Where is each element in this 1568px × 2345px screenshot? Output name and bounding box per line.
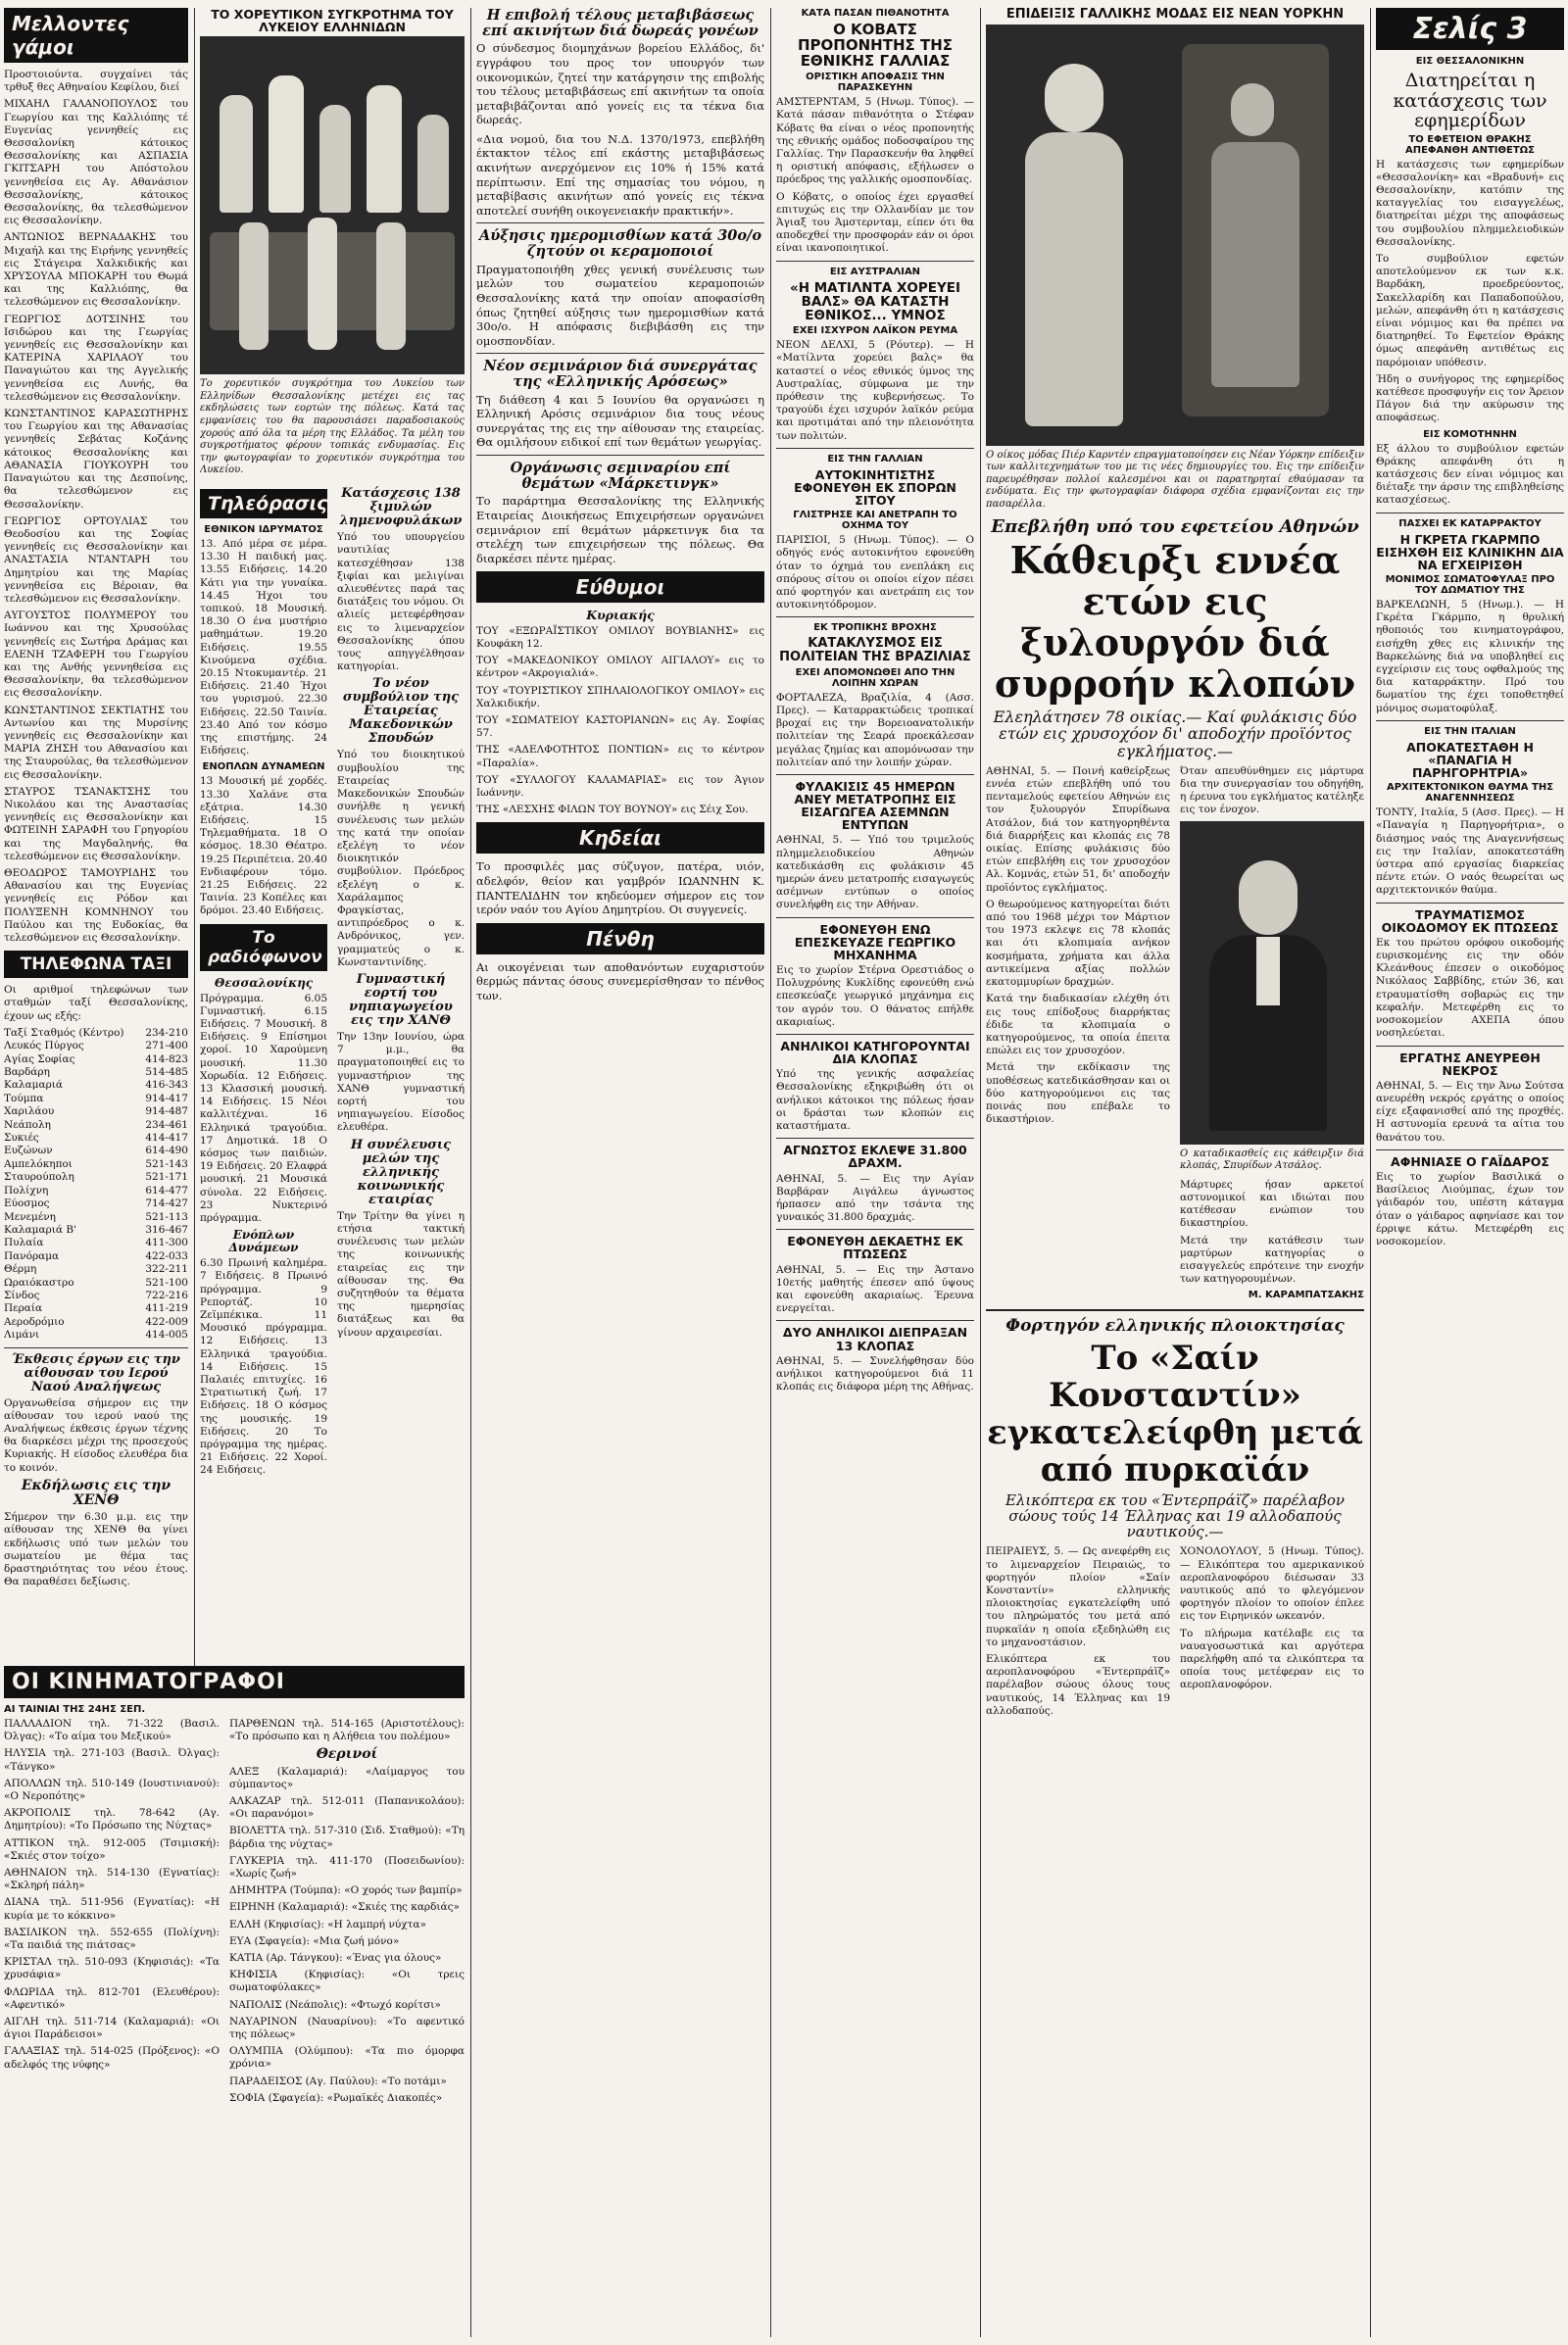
taxi-phone-number: 271-400 — [145, 1040, 188, 1052]
cinema-entry: ΦΛΩΡΙΔΑ τηλ. 812-701 (Ελευθέρου): «Αφεντικό» — [4, 1985, 220, 2011]
taxi-phone-row — [4, 1053, 188, 1066]
radio-schedule: Πρόγραμμα. 6.05 Γυμναστική. 6.15 Ειδήσεις. 7 Μουσική. 8 Ειδήσεις. 9 Επίσημοι χοροί. 10 Χαρούμενη μουσική. 11.30 Χορωδία. 12 Ειδήσεις. 13 Κλασσική μουσική. 14 Ειδήσεις. 15 Νέοι καλλιτέχναι. 16 Ελληνικά τραγούδια. 17 Δημοτικά. 18 Ο κόσμος των παιδιών. 19 Ειδήσεις. 20 Ελαφρά μουσική. 21 Μουσικά σύνολα. 22 Ειδήσεις. 23 Νυκτερινό πρόγραμμα. — [200, 992, 327, 1225]
taxi-intro: Οι αριθμοί τηλεφώνων των σταθμών ταξί Θεσσαλονίκης, έχουν ως εξής: — [4, 984, 188, 1022]
article-paragraph: ΑΘΗΝΑΙ, 5. — Συνελήφθησαν δύο ανήλικοι κατηγορούμενοι διά 11 κλοπάς εις διάφορα μέρη της Αθήνας. — [776, 1354, 974, 1393]
headline-fashion: ΕΠΙΔΕΙΞΙΣ ΓΑΛΛΙΚΗΣ ΜΟΔΑΣ ΕΙΣ ΝΕΑΝ ΥΟΡΚΗΝ — [1005, 8, 1345, 22]
cinema-entry: ΕΙΡΗΝΗ (Καλαμαριά): «Σκιές της καρδιάς» — [229, 1901, 460, 1914]
deck-ship: Ελικόπτερα εκ του «Έντερπράϊζ» παρέλαβον σώους τούς 14 Έλληνας και 19 αλλοδαπούς ναυτικούς.— — [1004, 1490, 1346, 1541]
article-paragraph: ΧΟΝΟΛΟΥΛΟΥ, 5 (Ηνωμ. Τύπος). — Ελικόπτερα του αμερικανικού αεροπλανοφόρου διέσωσαν 33 ναυτικούς από το φλεγόμενον φορτηγόν πλοίον το οποίον έπλεε εις τον Ειρηνικόν ωκεανόν. — [1180, 1545, 1364, 1623]
taxi-phone-row — [4, 1263, 188, 1276]
article-paragraph: Ελικόπτερα εκ του αεροπλανοφόρου «Έντερπράϊζ» παρέλαβον σώους όλους τους ναυτικούς, 14 Έλληνας και 19 αλλοδαπούς. — [986, 1653, 1170, 1717]
taxi-station-name: Νεάπολη — [4, 1118, 51, 1131]
article-paragraph: Όταν απευθύνθημεν εις μάρτυρα δια την συνεργασίαν του οδηγήθη, η έρευνα του εγκλήματος κατέληξε εις τον ένοχον. — [1180, 764, 1364, 816]
subhead: ΤΟ ΕΦΕΤΕΙΟΝ ΘΡΑΚΗΣ ΑΠΕΦΑΝΘΗ ΑΝΤΙΘΕΤΩΣ — [1404, 133, 1536, 156]
cinema-list-left — [4, 1718, 220, 2109]
taxi-station-name: Καλαμαριά Β' — [4, 1223, 76, 1236]
taxi-phone-number: 414-823 — [145, 1052, 188, 1065]
subhead: ΕΧΕΙ ΙΣΧΥΡΟΝ ΛΑΪΚΟΝ ΡΕΥΜΑ — [792, 325, 958, 337]
article-paragraph: Προστοιούντα. συγχαίνει τάς τρθυξ θες Αθηναίου Κεφίλου, διεί — [4, 69, 188, 94]
column-4 — [776, 8, 974, 2337]
taxi-phone-row — [4, 1079, 188, 1092]
headline-seizure: Κατάσχεσις 138 ξιμυλών λημενοφυλάκων — [339, 486, 463, 529]
article-paragraph: ΤΟΝΤΥ, Ιταλία, 5 (Ασσ. Πρες). — Η «Παναγία η Παρηγορήτρια», ο διάσημος ναός της Αναγεννήσεως εις την Ιταλίαν, αποκατεστάθη ύστερα από εργασίας διαρκείας πέντε ετών. Ο ναός θεωρείται ως αρχιτεκτονικόν θαύμα. — [1376, 806, 1564, 897]
headline-garbo: Η ΓΚΡΕΤΑ ΓΚΑΡΜΠΟ ΕΙΣΗΧΘΗ ΕΙΣ ΚΛΙΝΙΚΗΝ ΔΙΑ ΝΑ ΕΓΧΕΙΡΙΣΘΗ — [1376, 531, 1564, 572]
cinema-summer-heading: Θερινοί — [316, 1746, 378, 1763]
taxi-phone-number: 514-485 — [145, 1066, 188, 1079]
cinema-entry: ΑΙΓΛΗ τηλ. 511-714 (Καλαμαριά): «Οι άγιοι Παράδεισοι» — [4, 2016, 220, 2041]
article-paragraph: ΑΥΓΟΥΣΤΟΣ ΠΟΛΥΜΕΡΟΥ του Ιωάννου και της Χρυσούλας γεννηθείς εις Σωτήρα Δράμας και ΕΛΕΝΗ ΤΖΑΦΕΡΗ του Γεωργίου και της Ανθής γεννηθείσα εις Θεσσαλονίκην, θα τελεσθώμενον εις Θεσσαλονίκην. — [4, 610, 188, 700]
article-paragraph: Μετά την κατάθεσιν των μαρτύρων κατηγορίας ο εισαγγελεύς επρότεινε την ενοχήν των κατηγορουμένων. — [1180, 1234, 1364, 1286]
taxi-phone-number: 422-033 — [145, 1249, 188, 1262]
article-paragraph: Τη διάθεση 4 και 5 Ιουνίου θα οργανώσει η Ελληνική Αρόσις σεμινάριον δια τους νέους συνεργάτας της εις την αίθουσαν της εταιρείας. Θα ομιλήσουν ειδικοί επί των θεμάτων γεωργίας. — [476, 392, 764, 450]
headline-child: ΕΦΟΝΕΥΘΗ ΔΕΚΑΕΤΗΣ ΕΚ ΠΤΩΣΕΩΣ — [787, 1234, 963, 1262]
taxi-station-name: Ταξί Σταθμός (Κέντρο) — [4, 1026, 124, 1039]
article-paragraph: ΘΕΟΔΩΡΟΣ ΤΑΜΟΥΡΙΔΗΣ του Αθανασίου και της Ευγενίας γεννηθείς εις Ρόδον και ΠΟΛΥΞΕΝΗ ΚΟΜΝΗΝΟΥ του Παύλου και της Ευδοκίας, θα τελεσθώμενον εις Θεσσαλονίκην. — [4, 866, 188, 944]
cinema-entry: ΑΠΟΛΛΩΝ τηλ. 510-149 (Ιουστινιανού): «Ο Νεροπότης» — [4, 1777, 220, 1803]
byline: Μ. ΚΑΡΑΜΠΑΤΣΑΚΗΣ — [1248, 1290, 1364, 1301]
headline-dance: ΤΟ ΧΟΡΕΥΤΙΚΟΝ ΣΥΓΚΡΟΤΗΜΑ ΤΟΥ ΛΥΚΕΙΟΥ ΕΛΛΗΝΙΔΩΝ — [211, 8, 454, 35]
tv-schedule: 13. Από μέρα σε μέρα. 13.30 Η παιδική μας. 13.55 Ειδήσεις. 14.20 Κάτι για την γυναίκα. 14.45 Ήχοι του τοπικού. 18 Μουσική. 18.30 Ο ένα μυστήριο μαθημάτων. 19.20 Ειδήσεις. 19.55 Κινούμενα σχέδια. 20.15 Ντοκυμαντέρ. 21 Ειδήσεις. 21.40 Ήχοι του γυρισμού. 22.30 Ειδήσεις. 22.50 Ταινία. 23.40 Από τον κόσμο της επιστήμης. 24 Ειδήσεις. — [200, 538, 327, 757]
article-paragraph: ΑΜΣΤΕΡΝΤΑΜ, 5 (Ηνωμ. Τύπος). — Κατά πάσαν πιθανότητα ο Στέφαν Κόβατς θα είναι ο νέος προπονητής της εθνικής ομάδος ποδοσφαίρου της Γαλλίας. Την Παρασκευήν θα ληφθεί η οριστική απόφασις, εξήλωσεν ο πρόεδρος της γαλλικής ομοσπονδίας. — [776, 96, 974, 186]
taxi-phone-row — [4, 1185, 188, 1197]
article-paragraph: ΜΙΧΑΗΛ ΓΑΛΑΝΟΠΟΥΛΟΣ του Γεωργίου και της Καλλιόπης τέ Ευγενίας γεννηθείς εις Θεσσαλονίκη κάτοικος Θεσσαλονίκης και ΑΣΠΑΣΙΑ ΓΚΙΤΣΑΡΗ του Απόστολου γεννηθείσα εις Αγ. Αθανάσιον Θεσσαλονίκης, κάτοικος Θεσσαλονίκης, θα τελεσθώμενον εις Θεσσαλονίκην. — [4, 98, 188, 227]
headline-wages: Αύξησις ημερομισθίων κατά 30ο/ο ζητούν οι κεραμοποιοί — [478, 227, 762, 261]
article-paragraph: ΚΩΝΣΤΑΝΤΙΝΟΣ ΣΕΚΤΙΑΤΗΣ του Αντωνίου και της Μυρσίνης γεννηθείς εις Θεσσαλονίκην και ΜΑΡΙΑ ΖΗΣΗ του Αθανασίου και της Σταυρούλας, θα τελεσθώμενον εις Θεσσαλονίκην. — [4, 704, 188, 781]
section-title-cinema: ΟΙ ΚΙΝΗΜΑΤΟΓΡΑΦΟΙ — [4, 1666, 465, 1698]
cinema-entry: ΑΛΕΞ (Καλαμαριά): «Λαίμαργος του σύμπαντος» — [229, 1765, 465, 1790]
kicker: ΠΑΣΧΕΙ ΕΚ ΚΑΤΑΡΡΑΚΤΟΥ — [1398, 517, 1542, 529]
dance-caption: Το χορευτικόν συγκρότημα του Λυκείου των Ελληνίδων Θεσσαλονίκης μετέχει εις τας εκδηλώσεις των εορτών της πόλεως. Κατά τας εμφανίσεις του θα παρουσιάσει παραδοσιακούς χορούς από όλα τα μέρη της Ελλάδος. Τα μέλη του συγκροτήματος φέρουν τοπικάς ενδυμασίας. Εις την φωτογραφίαν το χορευτικόν συγκρότημα του Λυκείου. — [200, 378, 465, 476]
cinema-entry: ΑΚΡΟΠΟΛΙΣ τηλ. 78-642 (Αγ. Δημητρίου): «Το Πρόσωπο της Νύχτας» — [4, 1807, 220, 1832]
taxi-station-name: Συκιές — [4, 1132, 39, 1145]
cinema-entry: ΟΛΥΜΠΙΑ (Ολύμπου): «Τα πιο όμορφα χρόνια» — [229, 2045, 465, 2071]
column-rule — [470, 8, 471, 2337]
tv-channel: ΕΝΟΠΛΩΝ ΔΥΝΑΜΕΩΝ — [202, 761, 325, 773]
taxi-phone-row — [4, 1224, 188, 1237]
subhead: ΕΧΕΙ ΑΠΟΜΟΝΩΘΕΙ ΑΠΟ ΤΗΝ ΛΟΙΠΗΝ ΧΩΡΑΝ — [795, 666, 956, 689]
article-paragraph: Υπό της γενικής ασφαλείας Θεσσαλονίκης εξηκριβώθη ότι οι ανήλικοι κάτοικοι της πόλεως ήσαν οι δράσται των κλοπών εις καταστήματα. — [776, 1068, 974, 1133]
headline-italy: ΑΠΟΚΑΤΕΣΤΑΘΗ Η «ΠΑΝΑΓΙΑ Η ΠΑΡΗΓΟΡΗΤΡΙΑ» — [1406, 739, 1534, 781]
taxi-station-name: Μενεμένη — [4, 1210, 56, 1223]
cinema-entry: ΒΑΣΙΛΙΚΟΝ τηλ. 552-655 (Πολίχνη): «Τα παιδιά της πιάτσας» — [4, 1926, 220, 1952]
subhead: ΜΟΝΙΜΟΣ ΣΩΜΑΤΟΦΥΛΑΞ ΠΡΟ ΤΟΥ ΔΩΜΑΤΙΟΥ ΤΗΣ — [1385, 574, 1555, 596]
headline-minors: ΑΝΗΛΙΚΟΙ ΚΑΤΗΓΟΡΟΥΝΤΑΙ ΔΙΑ ΚΛΟΠΑΣ — [780, 1039, 970, 1067]
article-paragraph: ΒΑΡΚΕΛΩΝΗ, 5 (Ηνωμ.). — Η Γκρέτα Γκάρμπο, η θρυλική ηθοποιός του κινηματογράφου, εισήχθη χθες εις κλινικήν της Βαρκελώνης διά να υποβληθεί εις εγχείρισιν εις τους οφθαλμούς της δια καταρράκτην. Πρό του δωματίου της έχει τοποθετηθεί μόνιμος σωματοφύλαξ. — [1376, 599, 1564, 714]
taxi-phone-number: 422-009 — [145, 1315, 188, 1328]
taxi-phone-number: 234-461 — [145, 1118, 188, 1131]
article-paragraph: Οργανωθείσα σήμερον εις την αίθουσαν του ιερού ναού της Αναλήψεως έκθεσις έργων τέχνης θα διαρκέσει μέχρι της προσεχούς Κυριακής. Η είσοδος ελευθέρα δια το κοινόν. — [4, 1396, 188, 1474]
outing-entry: ΤΗΣ «ΑΔΕΛΦΟΤΗΤΟΣ ΠΟΝΤΙΩΝ» εις το κέντρον «Παραλία». — [476, 744, 764, 769]
taxi-station-name: Σίνδος — [4, 1289, 40, 1301]
tv-column — [200, 483, 327, 1482]
tv-channel: ΕΘΝΙΚΟΝ ΙΔΡΥΜΑΤΟΣ — [204, 524, 323, 535]
taxi-phone-row — [4, 1145, 188, 1157]
taxi-station-name: Περαία — [4, 1302, 43, 1315]
taxi-phone-row — [4, 1132, 188, 1145]
col2b — [337, 483, 465, 1482]
headline-xeno: Εκδήλωσις εις την ΧΕΝΘ — [21, 1477, 172, 1508]
taxi-station-name: Ωραιόκαστρο — [4, 1276, 74, 1289]
article-paragraph: Ο θεωρούμενος κατηγορείται διότι από του 1968 μέχρι τον Μάρτιον του 1973 εκλεψε εις 78 κλοπάς και ότι κλοπιμαία ανήκον κοσμήματα, χρήματα και άλλα αντικείμενα αξίας πολλών εκατομμυρίων δραχμών. — [986, 898, 1170, 989]
article-paragraph: Την Τρίτην θα γίνει η ετήσια τακτική συνέλευσις των μελών της κοινωνικής εταιρείας εις την αίθουσαν της. Θα συζητηθούν τα θέματα της ημερησίας διατάξεως και θα γίνουν αρχαιρεσίαι. — [337, 1209, 465, 1339]
cinema-entry: ΔΙΑΝΑ τηλ. 511-956 (Εγνατίας): «Η κυρία με το κόκκινο» — [4, 1896, 220, 1922]
fashion-caption: Ο οίκος μόδας Πιέρ Καρντέν επραγματοποίησεν εις Νέαν Υόρκην επίδειξιν των καλλιτεχνημάτων του με τις νέες δημιουργίες του. Εις την επίδειξιν παρευρέθησαν πολλοί καλεσμένοι και οι παρατηρηταί εθαύμασαν τα ενδύματα. Εις την φωτογραφίαν διάφορα σχέδια εμφανίζονται εις την πασαρέλλα. — [986, 449, 1364, 511]
cinema-entry: ΑΤΤΙΚΟΝ τηλ. 912-005 (Τσιμισκή): «Σκιές στον τοίχο» — [4, 1836, 220, 1862]
taxi-station-name: Αμπελόκηποι — [4, 1157, 73, 1170]
outings-list — [476, 625, 764, 817]
headline-prison: ΦΥΛΑΚΙΣΙΣ 45 ΗΜΕΡΩΝ ΑΝΕΥ ΜΕΤΑΤΡΟΠΗΣ ΕΙΣ ΕΙΣΑΓΩΓΕΑ ΑΣΕΜΝΩΝ ΕΝΤΥΠΩΝ — [794, 778, 956, 833]
cinema-entry: ΝΑΥΑΡΙΝΟΝ (Ναυαρίνου): «Το αφεντικό της πόλεως» — [229, 2015, 465, 2040]
section-title-taxi: ΤΗΛΕΦΩΝΑ ΤΑΞΙ — [4, 951, 188, 978]
section-title-weddings: Μελλοντες γάμοι — [4, 8, 188, 63]
taxi-phone-row — [4, 1290, 188, 1302]
headline-carpenter: Κάθειρξι εννέα ετών εις ξυλουργόν διά συρροήν κλοπών — [994, 538, 1356, 707]
cinema-section — [4, 1666, 465, 2337]
taxi-station-name: Καλαμαριά — [4, 1079, 63, 1092]
article-paragraph: ΣΤΑΥΡΟΣ ΤΣΑΝΑΚΤΣΗΣ του Νικολάου και της Αναστασίας γεννηθείς εις Θεσσαλονίκην και ΦΩΤΕΙΝΗ ΣΑΡΑΦΗ του Γρηγορίου και της Μαγδαληνής, θα τελεσθώμενον εις Θεσσαλονίκην. — [4, 785, 188, 862]
article-paragraph: Υπό του διοικητικού συμβουλίου της Εταιρείας Μακεδονικών Σπουδών συνήλθε η γενική συνέλευσις των μελών της κατά την οποίαν εξελέγη το νέον διοικητικόν συμβούλιον. Πρόεδρος εξελέγη ο κ. Χαράλαμπος Φραγκίστας, αντιπρόεδρος ο κ. Ανδρόνικος, γεν. γραμματεύς ο κ. Κωνσταντινίδης. — [337, 749, 465, 968]
article-paragraph: ΑΘΗΝΑΙ, 5. — Εις την Άστανο 10ετής μαθητής έπεσεν από ύψους και εφονεύθη ακαριαίως. Έρευνα ενεργείται. — [776, 1263, 974, 1315]
article-paragraph: Κατά την διαδικασίαν ελέχθη ότι εις τους επίδοξους διαρρήκτας έδιδε τα κλοπιμαία ο κατηγορούμενος, τα οποία έπειτα επώλει εις τον χρυσοχόον. — [986, 993, 1170, 1057]
taxi-phone-row — [4, 1119, 188, 1132]
kicker: ΚΑΤΑ ΠΑΣΑΝ ΠΙΘΑΝΟΤΗΤΑ — [801, 8, 950, 19]
article-paragraph: Εξ άλλου το συμβούλιον εφετών Θράκης απεφάνθη ότι η κατάσχεσις δεν είναι νόμιμος και διέταξε την άρσιν της επιβληθείσης κατασχέσεως. — [1376, 442, 1564, 507]
cinema-entry: ΕΛΛΗ (Κηφισίας): «Η λαμπρή νύχτα» — [229, 1918, 426, 1930]
section-title-radio: Το ραδιόφωνον — [200, 924, 327, 971]
ship-left — [986, 1545, 1170, 1722]
kicker: ΕΙΣ ΑΥΣΤΡΑΛΙΑΝ — [829, 266, 921, 277]
cinema-entry: ΑΛΚΑΖΑΡ τηλ. 512-011 (Παπανικολάου): «Οι παρανόμοι» — [229, 1794, 465, 1821]
taxi-phone-row — [4, 1197, 188, 1210]
taxi-phone-number: 521-171 — [145, 1171, 188, 1184]
taxi-phone-number: 411-219 — [145, 1302, 188, 1315]
article-paragraph: ΑΘΗΝΑΙ, 5. — Υπό του τριμελούς πλημμελειοδικείου Αθηνών κατεδικάσθη εις φυλάκισιν 45 ημερών άνευ μετατροπής εισαγωγεύς ασέμνων εντύπων ο οποίος συνελήφθη εις την Αθήναν. — [776, 834, 974, 911]
cinema-entry: ΚΗΦΙΣΙΑ (Κηφισίας): «Οι τρεις σωματοφύλακες» — [229, 1969, 465, 1994]
page-section-label: Σελίς 3 — [1376, 8, 1564, 50]
headline-brazil: ΚΑΤΑΚΛΥΣΜΟΣ ΕΙΣ ΠΟΛΙΤΕΙΑΝ ΤΗΣ ΒΡΑΖΙΛΙΑΣ — [779, 636, 971, 665]
taxi-phone-number: 416-343 — [145, 1079, 188, 1092]
article-paragraph: Ήδη ο συνήγορος της εφημερίδος κατέθεσε προσφυγήν εις τον Άρειον Πάγον διά την ακύρωσιν της αποφάσεως. — [1376, 372, 1564, 424]
article-paragraph: ΝΕΟΝ ΔΕΛΧΙ, 5 (Ρόυτερ). — Η «Ματίλντα χορεύει βαλς» θα καταστεί ο νέος εθνικός ύμνος της Αυστραλίας, σύμφωνα με την πρόθεσιν της κυβερνήσεως. Το τραγούδι έχει ισχυρόν λαϊκόν ρεύμα και προτιμάται από την πλειονότητα των πολιτών. — [776, 339, 974, 442]
taxi-station-name: Πολίχνη — [4, 1184, 49, 1197]
article-paragraph: Το πλήρωμα κατέλαβε εις τα ναυαγοσωστικά και αργότερα παρελήφθη από τα ελικόπτερα τα οποία τους μετέφεραν εις το αεροπλανοφόρον. — [1180, 1627, 1364, 1691]
taxi-station-name: Αεροδρόμιο — [4, 1315, 65, 1328]
outings-day: Κυριακής — [586, 608, 655, 623]
cinema-entry: ΔΗΜΗΤΡΑ (Τούμπα): «Ο χορός των βαμπίρ» — [229, 1884, 463, 1897]
carpenter-right — [1180, 765, 1364, 1304]
taxi-phone-number: 316-467 — [145, 1223, 188, 1236]
headline-builder: ΤΡΑΥΜΑΤΙΣΜΟΣ ΟΙΚΟΔΟΜΟΥ ΕΚ ΠΤΩΣΕΩΣ — [1381, 906, 1559, 935]
taxi-phone-number: 521-143 — [145, 1157, 188, 1170]
taxi-phone-row — [4, 1093, 188, 1105]
convict-photo — [1180, 821, 1364, 1145]
article-paragraph: Υπό του υπουργείου ναυτιλίας κατεσχέθησαν 138 ξιφίαι και μελιγίναι αλιευθέντες παρά τας διατάξεις του νόμου. Οι αλιείς μετεφέρθησαν εις το λιμεναρχείον Θεσσαλονίκης όπου τους απηγγέλθησαν κατηγορίαι. — [337, 531, 465, 673]
taxi-phone-row — [4, 1329, 188, 1342]
taxi-station-name: Αγίας Σοφίας — [4, 1052, 75, 1065]
article-paragraph: Το συμβούλιον εφετών αποτελούμενον εκ των κ.κ. Βαρδάκη, προεδρεύοντος, Σακελλαρίδη και Παπαδοπούλου, μελών, απεφάνθη ότι η κατάσχεσις είναι νόμιμος και θα πρέπει να διατηρηθεί. Το Εφετείον Θράκης όμως απεφάνθη αντιθέτως εις παρόμοιαν υπόθεσιν. — [1376, 252, 1564, 368]
cinema-entry: ΗΛΥΣΙΑ τηλ. 271-103 (Βασιλ. Όλγας): «Τάνγκο» — [4, 1747, 220, 1773]
taxi-phone-row — [4, 1211, 188, 1224]
article-paragraph: ΚΩΝΣΤΑΝΤΙΝΟΣ ΚΑΡΑΣΩΤΗΡΗΣ του Γεωργίου και της Αθανασίας γεννηθείς Σεβάτας Κοζάνης κάτοικος Θεσσαλονίκης και ΑΘΑΝΑΣΙΑ ΓΙΟΥΚΟΥΡΗ του Παναγιώτου και της Δεσποίνης, θα τελεσθώμενον εις Θεσσαλονίκην. — [4, 408, 188, 511]
article-paragraph: ΓΕΩΡΓΙΟΣ ΟΡΤΟΥΛΙΑΣ του Θεοδοσίου και της Σοφίας γεννηθείς εις Θεσσαλονίκην και ΑΝΑΣΤΑΣΙΑ ΝΤΑΝΤΑΡΗ του Δημητρίου και της Μαρίας γεννηθείσα εις Βέροιαν, θα τελεσθώμενον εις Θεσσαλονίκην. — [4, 514, 188, 605]
section-title-tv: Τηλεόρασις — [200, 489, 327, 518]
taxi-phone-row — [4, 1105, 188, 1118]
headline-seminar: Νέον σεμινάριον διά συνεργάτας της «Ελληνικής Αρόσεως» — [483, 358, 758, 390]
taxi-station-name: Χαριλάου — [4, 1105, 55, 1118]
taxi-station-name: Πανόραμα — [4, 1249, 60, 1262]
article-paragraph: «Δια νομού, δια του Ν.Δ. 1370/1973, επεβλήθη έκτακτον τέλος επί εκάστης μεταβιβάσεως ακινήτων ανερχόμενον εις 10% ή 15% κατά περίπτωσιν. Επί της σημασίας του νόμου, η μεταβίβασις ακινήτων από γονείς εις τέκνα αποτελεί συνήθη οικογενειακήν πρακτικήν». — [476, 131, 764, 218]
section-title-funerals: Κηδείαι — [476, 822, 764, 854]
taxi-phone-number: 714-427 — [145, 1197, 188, 1210]
cinema-entry: ΓΑΛΑΞΙΑΣ τηλ. 514-025 (Πρόξενος): «Ο αδελφός της νύφης» — [4, 2045, 220, 2071]
taxi-phone-number: 614-490 — [145, 1145, 188, 1157]
outing-entry: ΤΟΥ «ΕΞΩΡΑΪΣΤΙΚΟΥ ΟΜΙΛΟΥ ΒΟΥΒΙΑΝΗΣ» εις Κουφάκη 12. — [476, 624, 764, 650]
kicker: ΕΙΣ ΤΗΝ ΓΑΛΛΙΑΝ — [827, 453, 923, 464]
headline-matilda: «Η ΜΑΤΙΛΝΤΑ ΧΟΡΕΥΕΙ ΒΑΛΣ» ΘΑ ΚΑΤΑΣΤΗ ΕΘΝΙΚΟΣ... ΥΜΝΟΣ — [790, 279, 960, 324]
article-paragraph: Μάρτυρες ήσαν αρκετοί αστυνομικοί και ιδιώται που κατέθεσαν ενώπιον του δικαστηρίου. — [1180, 1178, 1364, 1230]
article-paragraph: Μετά την εκδίκασιν της υποθέσεως κατεδικάσθησαν και οι δύο κατηγορούμενοι εις τας ποινάς που επέβαλε το δικαστήριον. — [986, 1061, 1170, 1126]
taxi-phone-number: 234-210 — [145, 1026, 188, 1039]
taxi-station-name: Εύοσμος — [4, 1197, 50, 1210]
fashion-photo — [986, 24, 1364, 446]
radio-station: Θεσσαλονίκης — [214, 975, 314, 990]
article-paragraph: Εις το χωρίον Στέρνα Ορεστιάδος ο Πολυχρόνης Κυκλίδης εφονεύθη ενώ επεσκεύαζε γεωργικό μηχάνημα εις τον αγρόν του. Ο θάνατος επήλθε ακαριαίως. — [776, 964, 974, 1028]
headline-society: Το νέον συμβούλιον της Εταιρείας Μακεδονικών Σπουδών — [342, 676, 460, 747]
headline-social: Η συνέλευσις μελών της ελληνικής κοινωνικής εταιρίας — [350, 1137, 452, 1207]
article-paragraph: Η κατάσχεσις των εφημερίδων «Θεσσαλονίκη» και «Βραδυνή» εις Θεσσαλονίκην, κατόπιν της καταγγελίας του εισαγγελέως, διατηρείται μέχρι της αποφάσεως του συμβουλίου πλημμελειοδικών Θεσσαλονίκης. — [1376, 158, 1564, 248]
cinema-entry: ΒΙΟΛΕΤΤΑ τηλ. 517-310 (Σιδ. Σταθμού): «Τη βάρδια της νύχτας» — [229, 1825, 465, 1850]
taxi-phone-row — [4, 1027, 188, 1040]
article-paragraph: Εκ του πρώτου ορόφου οικοδομής ευρισκομένης εις την οδόν Κλεάνθους έπεσεν ο οικοδόμος Νικόλαος Σαββίδης, ετών 36, και ετραυματίσθη σοβαρώς εις την κεφαλήν. Μετεφέρθη εις το νοσοκομείον ΑΧΕΠΑ όπου νοσηλεύεται. — [1376, 936, 1564, 1040]
cinema-entry: ΑΘΗΝΑΙΟΝ τηλ. 514-130 (Εγνατίας): «Σκληρή πάλη» — [4, 1867, 220, 1892]
subhead: ΟΡΙΣΤΙΚΗ ΑΠΟΦΑΣΙΣ ΤΗΝ ΠΑΡΑΣΚΕΥΗΝ — [806, 72, 945, 94]
kicker: ΕΙΣ ΚΟΜΟΤΗΝΗΝ — [1423, 428, 1517, 440]
article-paragraph: Αι οικογένειαι των αποθανόντων ευχαριστούν θερμώς πάντας όσους συνεμερίσθησαν το πένθος των. — [476, 959, 764, 1002]
headline-tax: Η επιβολή τέλους μεταβιβάσεως επί ακινήτων διά δωρεάς γονέων — [482, 8, 759, 39]
taxi-station-name: Λιμάνι — [4, 1329, 40, 1342]
taxi-phone-number: 914-417 — [145, 1092, 188, 1104]
outing-entry: ΤΗΣ «ΛΕΣΧΗΣ ΦΙΛΩΝ ΤΟΥ ΒΟΥΝΟΥ» εις Σέιχ Σου. — [476, 804, 749, 816]
taxi-phone-number: 521-100 — [145, 1276, 188, 1289]
cinema-entry: ΕΥΑ (Σφαγεία): «Μια ζωή μόνο» — [229, 1934, 400, 1947]
cinema-entry: ΠΑΡΑΔΕΙΣΟΣ (Αγ. Παύλου): «Το ποτάμι» — [229, 2075, 447, 2087]
taxi-phone-list — [4, 1027, 188, 1343]
taxi-station-name: Πυλαία — [4, 1237, 44, 1249]
cinema-entry: ΠΑΛΛΑΔΙΟΝ τηλ. 71-322 (Βασιλ. Όλγας): «Το αίμα του Μεξικού» — [4, 1718, 220, 1743]
radio-schedule: 6.30 Πρωινή καλημέρα. 7 Ειδήσεις. 8 Πρωινό πρόγραμμα. 9 Ρεπορτάζ. 10 Ζεϊμπέκικα. 11 Μουσικό πρόγραμμα. 12 Ειδήσεις. 13 Ελληνικά τραγούδια. 14 Ειδήσεις. 15 Παλαιές επιτυχίες. 16 Στρατιωτική ζωή. 17 Ειδήσεις. 18 Ο κόσμος της μουσικής. 19 Ειδήσεις. 20 Το πρόγραμμα της ημέρας. 21 Ειδήσεις. 22 Χοροί. 24 Ειδήσεις. — [200, 1257, 327, 1477]
kicker: ΕΙΣ ΤΗΝ ΙΤΑΛΙΑΝ — [1424, 725, 1516, 737]
subhead: ΑΡΧΙΤΕΚΤΟΝΙΚΟΝ ΘΑΥΜΑ ΤΗΣ ΑΝΑΓΕΝΝΗΣΕΩΣ — [1386, 782, 1554, 805]
article-paragraph: Σήμερον την 6.30 μ.μ. εις την αίθουσαν της ΧΕΝΘ θα γίνει εκδήλωσις υπό των μελών του σωματείου με θέμα τας δραστηριότητας του νέου έτους. Θα παραθέσει δεξίωσις. — [4, 1511, 188, 1588]
tv-schedule: 13 Μουσική μέ χορδές. 13.30 Χαλάνε στα εξάτρια. 14.30 Ειδήσεις. 15 Τηλεμαθήματα. 18 Ο κόσμος. 18.30 Θέατρο. 19.25 Περιπέτεια. 20.40 Ενδιαφέρουν τόμο. 21.25 Ειδήσεις. 22 Ταινία. 23 Κοπέλες και δρόμοι. 23.40 Ειδήσεις. — [200, 775, 327, 917]
headline-worker: ΕΡΓΑΤΗΣ ΑΝΕΥΡΕΘΗ ΝΕΚΡΟΣ — [1399, 1050, 1541, 1078]
taxi-phone-row — [4, 1040, 188, 1052]
taxi-phone-number: 414-417 — [145, 1132, 188, 1145]
carpenter-left — [986, 765, 1170, 1304]
taxi-phone-row — [4, 1066, 188, 1079]
taxi-phone-number: 722-216 — [145, 1289, 188, 1301]
kicker: ΕΚ ΤΡΟΠΙΚΗΣ ΒΡΟΧΗΣ — [813, 622, 937, 634]
taxi-phone-row — [4, 1158, 188, 1171]
taxi-phone-row — [4, 1171, 188, 1184]
article-paragraph: Την 13ην Ιουνίου, ώρα 7 μ.μ., θα πραγματοποιηθεί εις το γυμναστήριον της ΧΑΝΘ γυμναστική εορτή του νηπιαγωγείου. Είσοδος ελευθέρα. — [337, 1031, 465, 1134]
article-paragraph: ΑΘΗΝΑΙ, 5. — Εις την Αγίαν Βαρβάραν Αιγάλεω άγνωστος ήρπασεν από την τσάντα της γυναικός 31.800 δραχμάς. — [776, 1172, 974, 1224]
column-rule — [770, 8, 771, 2337]
article-paragraph: Το προσφιλές μας σύζυγον, πατέρα, υιόν, αδελφόν, θείον και γαμβρόν ΙΩΑΝΝΗΝ Κ. ΠΑΝΤΕΛΙΔΗΝ τον κηδεύομεν σήμερον εις τον ιερόν ναόν του Αγίου Δημητρίου. Οι συγγενείς. — [476, 859, 764, 917]
article-paragraph: Πραγματοποιήθη χθες γενική συνέλευσις των μελών του σωματείου κεραμοποιών Θεσσαλονίκης κατά την οποίαν αποφασίσθη όπως ζητηθεί αύξησις των ημερομισθίων κατά 30ο/ο. Η απόφασις διεβιβάσθη εις την ομοσπονδίαν. — [476, 262, 764, 348]
taxi-phone-number: 411-300 — [145, 1237, 188, 1249]
ship-right — [1180, 1545, 1364, 1722]
headline-farm: ΕΦΟΝΕΥΘΗ ΕΝΩ ΕΠΕΣΚΕΥΑΖΕ ΓΕΩΡΓΙΚΟ ΜΗΧΑΝΗΜΑ — [794, 921, 956, 962]
headline-driver: ΑΥΤΟΚΙΝΗΤΙΣΤΗΣ ΕΦΟΝΕΥΘΗ ΕΚ ΣΠΟΡΩΝ ΣΙΤΟΥ — [794, 466, 956, 509]
cinema-entry: ΝΑΠΟΛΙΣ (Νεάπολις): «Φτωχό κορίτσι» — [229, 1998, 441, 2011]
column-6 — [1376, 8, 1564, 2337]
column-3 — [476, 8, 764, 2337]
article-paragraph: Εις το χωρίον Βασιλικά ο Βασίλειος Λιούμπας, έχων τον γάιδαρόν του, υπέστη κάταγμα όταν ο γάιδαρος αφηνίασε και τον έρριψε κάτω. Μετεφέρθη εις νοσοκομείον. — [1376, 1170, 1564, 1247]
lede-ship: Φορτηγόν ελληνικής πλοιοκτησίας — [1005, 1316, 1345, 1337]
column-rule — [1370, 8, 1371, 2337]
deck-carpenter: Ελεηλάτησεν 78 οικίας.— Καί φυλάκισις δύο ετών εις χρυσοχόον δι' αποδοχήν προϊόντος εγκλήματος.— — [993, 708, 1357, 760]
taxi-phone-number: 914-487 — [145, 1105, 188, 1118]
convict-caption: Ο καταδικασθείς εις κάθειρξιν διά κλοπάς, Σπυρίδων Ατσάλος. — [1180, 1148, 1364, 1172]
article-paragraph: Ο Κόβατς, ο οποίος έχει εργασθεί επιτυχώς εις την Ολλανδίαν με τον Άγιαξ του Άμστερνταμ, είπεν ότι θα αποδεχθεί την προσφοράν εάν οι όροι είναι ικανοποιητικοί. — [776, 190, 974, 255]
taxi-phone-row — [4, 1316, 188, 1329]
subhead: ΓΛΙΣΤΡΗΣΕ ΚΑΙ ΑΝΕΤΡΑΠΗ ΤΟ ΟΧΗΜΑ ΤΟΥ — [793, 510, 957, 532]
headline-kovacs: Ο ΚΟΒΑΤΣ ΠΡΟΠΟΝΗΤΗΣ ΤΗΣ ΕΘΝΙΚΗΣ ΓΑΛΛΙΑΣ — [798, 21, 953, 70]
outing-entry: ΤΟΥ «ΣΩΜΑΤΕΙΟΥ ΚΑΣΤΟΡΙΑΝΩΝ» εις Αγ. Σοφίας 57. — [476, 714, 764, 740]
taxi-phone-number: 414-005 — [145, 1329, 188, 1342]
dance-photo — [200, 36, 465, 374]
headline-ship: Το «Σαίν Κονσταντίν» εγκατελείφθη μετά από πυρκαϊάν — [987, 1338, 1363, 1490]
headline-marketing: Οργάνωσις σεμιναρίου επί θεμάτων «Μάρκετινγκ» — [510, 460, 731, 492]
taxi-phone-row — [4, 1250, 188, 1263]
article-paragraph: Το παράρτημα Θεσσαλονίκης της Ελληνικής Εταιρείας Διοικήσεως Επιχειρήσεων οργανώνει σεμινάριον επί θεμάτων μάρκετινγκ δια τα στελέχη των επιχειρήσεων της πόλεως. Θα διαρκέσει πέντε ημέρας. — [476, 494, 764, 565]
article-paragraph: Ο σύνδεσμος διομηχάνων βορείου Ελλάδος, δι' εγγράφου του προς τον υπουργόν των οικονομικών, ζητεί την κατάργησιν της επιβολής του τέλους μεταβιβάσεως επί ακινήτων τα οποία μεταβιβάζονται από γονείς εις τα τέκνα δια δωρεάς. — [476, 41, 764, 127]
cinema-entry: ΠΑΡΘΕΝΩΝ τηλ. 514-165 (Αριστοτέλους): «Το πρόσωπο και η Αλήθεια του πολέμου» — [229, 1718, 465, 1743]
lede-appeal: Επεβλήθη υπό του εφετείου Αθηνών — [991, 515, 1359, 537]
cinema-entry: ΓΛΥΚΕΡΙΑ τηλ. 411-170 (Ποσειδωνίου): «Χωρίς ζωή» — [229, 1854, 465, 1880]
column-5 — [986, 8, 1364, 2337]
headline-theft: ΑΓΝΩΣΤΟΣ ΕΚΛΕΨΕ 31.800 ΔΡΑΧΜ. — [783, 1143, 967, 1171]
outing-entry: ΤΟΥ «ΣΥΛΛΟΓΟΥ ΚΑΛΑΜΑΡΙΑΣ» εις τον Άγιον Ιωάννην. — [476, 773, 764, 800]
outing-entry: ΤΟΥ «ΜΑΚΕΔΟΝΙΚΟΥ ΟΜΙΛΟΥ ΑΙΓΙΑΛΟΥ» εις το κέντρον «Ακρογιαλιά». — [476, 655, 764, 680]
outing-entry: ΤΟΥ «ΤΟΥΡΙΣΤΙΚΟΥ ΣΠΗΛΑΙΟΛΟΓΙΚΟΥ ΟΜΙΛΟΥ» εις Χαλκιδικήν. — [476, 684, 764, 709]
headline-donkey: ΑΦΗΝΙΑΣΕ Ο ΓΑΪΔΑΡΟΣ — [1391, 1153, 1549, 1169]
cinema-list-right — [229, 1718, 465, 2109]
article-paragraph: ΑΘΗΝΑΙ, 5. — Εις την Άνω Σούτσα ανευρέθη νεκρός εργάτης ο οποίος είχε εξαφανισθεί από της προχθές. Η αστυνομία ερευνά τα αίτια του θανάτου του. — [1376, 1079, 1564, 1144]
section-title-mourning: Πένθη — [476, 923, 764, 954]
headline-gym: Γυμναστική εορτή του νηπιαγωγείου εις την ΧΑΝΘ — [349, 971, 453, 1029]
headline-two-minors: ΔΥΟ ΑΝΗΛΙΚΟΙ ΔΙΕΠΡΑΞΑΝ 13 ΚΛΟΠΑΣ — [782, 1325, 968, 1353]
headline-seizure-papers: Διατηρείται η κατάσχεσις των εφημερίδων — [1393, 70, 1547, 132]
article-paragraph: ΠΕΙΡΑΙΕΥΣ, 5. — Ως ανεφέρθη εις το λιμεναρχείον Πειραιώς, το φορτηγόν πλοίον «Σαίν Κονσταντίν» ελληνικής πλοιοκτησίας εγκατελείφθη υπό του πληρώματός του μετά από πυρκαϊάν η οποία εξεδηλώθη εις το μηχανοστάσιον. — [986, 1545, 1170, 1648]
headline-works: Έκθεσις έργων εις την αίθουσαν του Ιερού Ναού Αναλήψεως — [12, 1351, 180, 1394]
article-paragraph: ΠΑΡΙΣΙΟΙ, 5 (Ηνωμ. Τύπος). — Ο οδηγός ενός αυτοκινήτου εφονεύθη όταν το όχημά του ενεπλάκη εις σπόρους σίτου οι οποίοι είχον πέσει από φορτηγόν και ανετράπη εις τον αυτοκινητόδρομον. — [776, 534, 974, 611]
taxi-phone-row — [4, 1277, 188, 1290]
region-kicker: ΕΙΣ ΘΕΣΣΑΛΟΝΙΚΗΝ — [1415, 56, 1525, 67]
article-paragraph: ΓΕΩΡΓΙΟΣ ΔΟΤΣΙΝΗΣ του Ισιδώρου και της Γεωργίας γεννηθείς εις Θεσσαλονίκην και ΚΑΤΕΡΙΝΑ ΧΑΡΙΛΑΟΥ του Παναγιώτου και της Αγγελικής γεννηθείσα εις Λυνής, θα τελεσθώμενον εις Θεσσαλονίκην. — [4, 313, 188, 403]
taxi-station-name: Τούμπα — [4, 1092, 44, 1104]
section-title-outings: Εύθυμοι — [476, 571, 764, 603]
taxi-station-name: Λευκός Πύργος — [4, 1040, 84, 1052]
article-paragraph: ΑΘΗΝΑΙ, 5. — Ποινή καθείρξεως εννέα ετών επεβλήθη υπό του πενταμελούς εφετείου Αθηνών εις τον ξυλουργόν Σπυρίδωνα Ατσάλον, διά τον κατηγορηθέντα διά διαρρήξεις και κλοπάς εις 78 οικίας. Επίσης φυλάκισις δύο ετών επεβλήθη εις τον χρυσοχόον Αλ. Κομνάς, ετών 51, δι' αποδοχήν προϊόντος εγκλήματος. — [986, 764, 1170, 894]
cinema-entry: ΣΟΦΙΑ (Σφαγεία): «Ρωμαϊκές Διακοπές» — [229, 2091, 443, 2104]
taxi-phone-number: 521-113 — [145, 1210, 188, 1223]
article-paragraph: ΦΟΡΤΑΛΕΖΑ, Βραζιλία, 4 (Ασσ. Πρες). — Καταρρακτώδεις τροπικαί βροχαί εις την Βορειοανατολικήν πολιτείαν της Σεαρά προεκάλεσαν μεγάλας ζημίας και απομόνωσαν την πολιτείαν από την λοιπήν χώραν. — [776, 691, 974, 768]
taxi-phone-row — [4, 1302, 188, 1315]
taxi-phone-row — [4, 1237, 188, 1249]
cinema-entry: ΚΡΙΣΤΑΛ τηλ. 510-093 (Κηφισιάς): «Τα χρυσάφια» — [4, 1956, 220, 1981]
taxi-phone-number: 614-477 — [145, 1184, 188, 1197]
taxi-phone-number: 322-211 — [145, 1263, 188, 1276]
radio-station: Ενόπλων Δυνάμεων — [228, 1228, 299, 1255]
cinema-strap: ΑΙ ΤΑΙΝΙΑΙ ΤΗΣ 24ΗΣ ΣΕΠ. — [4, 1704, 146, 1715]
cinema-entry: ΚΑΤΙΑ (Αρ. Τάνγκου): «Ένας για όλους» — [229, 1951, 442, 1964]
column-rule — [980, 8, 981, 2337]
taxi-station-name: Σταυρούπολη — [4, 1171, 74, 1184]
taxi-station-name: Βαρδάρη — [4, 1066, 50, 1079]
article-paragraph: ΑΝΤΩΝΙΟΣ ΒΕΡΝΑΔΑΚΗΣ του Μιχαήλ και της Ειρήνης γεννηθείς εις Στάγειρα Χαλκιδικής και ΧΡΥΣΟΥΛΑ ΜΠΟΚΑΡΗ του Θωμά και της Καλλιόπης, θα τελεσθώμενον εις Θεσσαλονίκην. — [4, 231, 188, 309]
taxi-station-name: Ευζώνων — [4, 1145, 53, 1157]
taxi-station-name: Θέρμη — [4, 1263, 37, 1276]
